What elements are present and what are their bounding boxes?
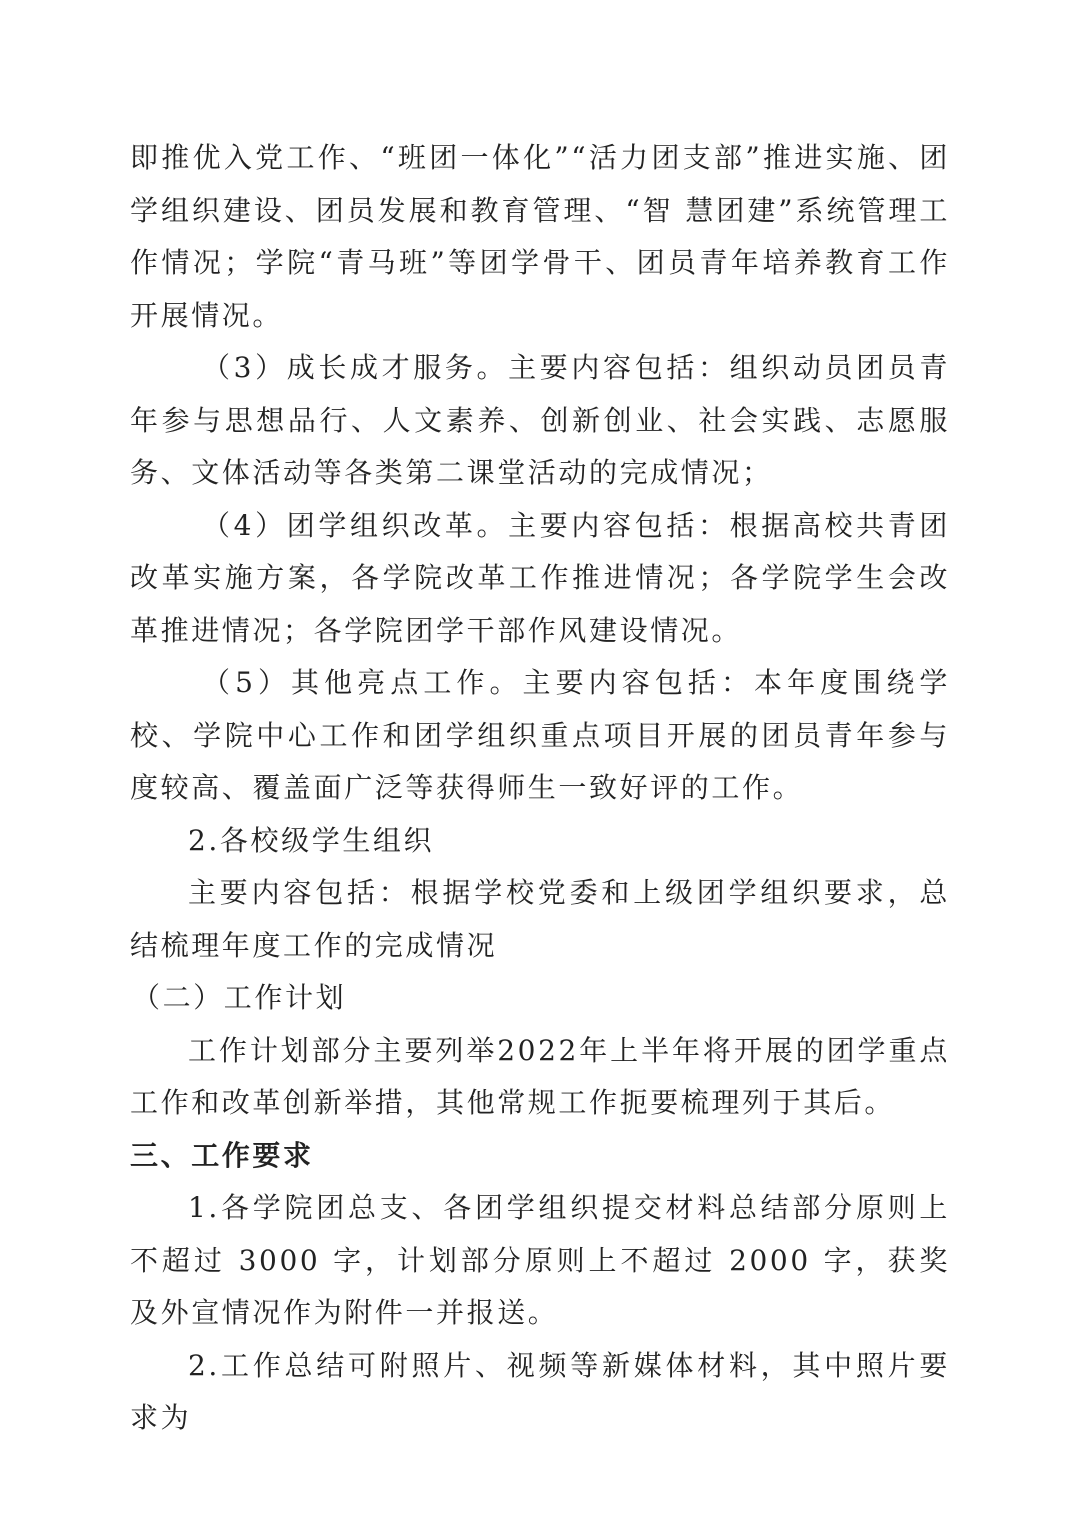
subheading-work-plan: （二）工作计划 (132, 981, 347, 1014)
paragraph-work-plan: 工作计划部分主要列举2022年上半年将开展的团学重点工作和改革创新举措，其他常规工作扼要梳理列于其后。 (130, 1033, 950, 1119)
document-page (130, 132, 950, 1445)
paragraph-item-4: （4）团学组织改革。主要内容包括：根据高校共青团改革实施方案，各学院改革工作推进情况；各学院学生会改革推进情况；各学院团学干部作风建设情况。 (130, 508, 950, 647)
section-student-organizations: 2.各校级学生组织 (188, 823, 435, 857)
paragraph-item-3: （3）成长成才服务。主要内容包括：组织动员团员青年参与思想品行、人文素养、创新创业、社会实践、志愿服务、文体活动等各类第二课堂活动的完成情况； (130, 351, 950, 489)
paragraph-intro-continuation: 即推优入党工作、“班团一体化”“活力团支部”推进实施、团学组织建设、团员发展和教育管理、“智 慧团建”系统管理工作情况；学院“青马班”等团学骨干、团员青年培养教育工作开展情况。 (130, 141, 950, 332)
paragraph-student-organizations: 主要内容包括：根据学校党委和上级团学组织要求，总结梳理年度工作的完成情况 (130, 876, 950, 962)
paragraph-requirement-1: 1.各学院团总支、各团学组织提交材料总结部分原则上不超过 3000 字，计划部分原则上不超过 2000 字，获奖及外宣情况作为附件一并报送。 (130, 1191, 950, 1329)
paragraph-item-5: （5）其他亮点工作。主要内容包括：本年度围绕学校、学院中心工作和团学组织重点项目开展的团员青年参与度较高、覆盖面广泛等获得师生一致好评的工作。 (130, 666, 950, 804)
paragraph-requirement-2: 2.工作总结可附照片、视频等新媒体材料，其中照片要求为 (130, 1348, 950, 1434)
heading-work-requirements: 三、工作要求 (130, 1138, 314, 1172)
